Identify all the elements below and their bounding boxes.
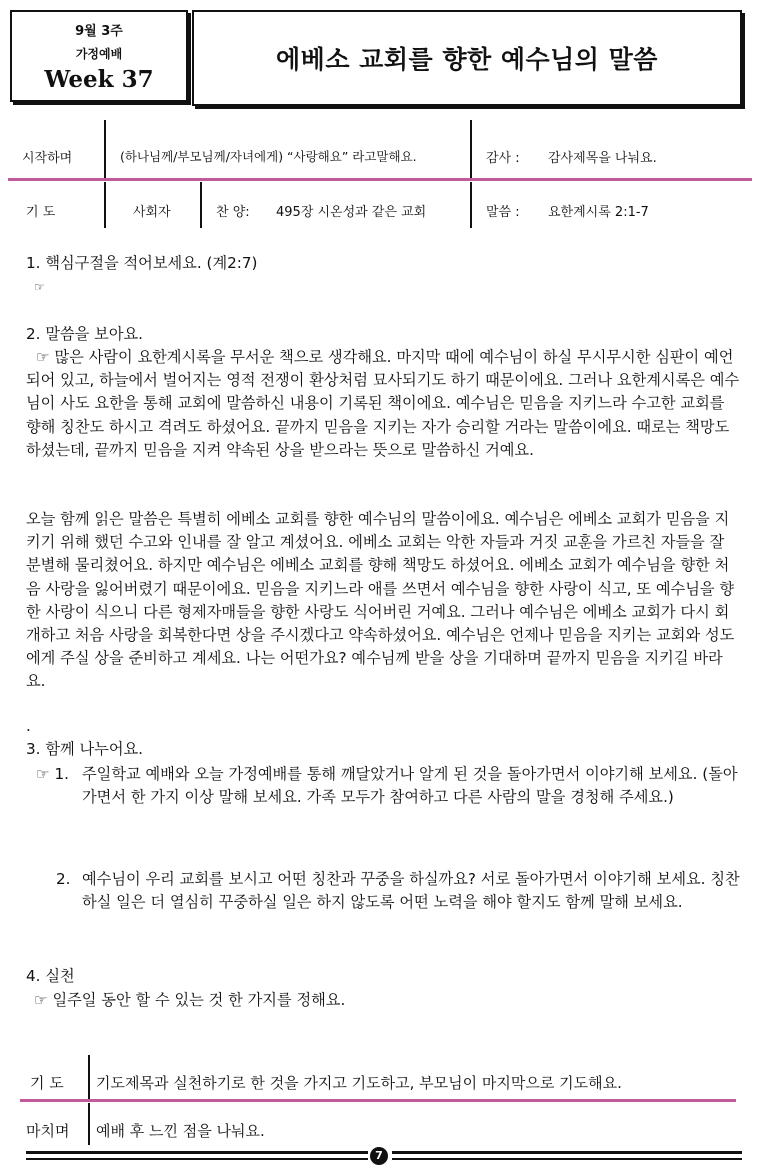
page-number: 7 [370,1147,388,1165]
section-1-title: 1. 핵심구절을 적어보세요. (계2:7) [26,254,258,272]
page-title: 에베소 교회를 향한 예수님의 말씀 [276,45,658,74]
word-label: 말씀 : [486,205,520,220]
week-number: Week 37 [44,66,154,93]
section-3-title: 3. 함께 나누어요. [26,740,144,758]
bottom-bar-right-thin [392,1158,742,1160]
start-text: (하나님께/부모님께/자녀에게) “사랑해요” 라고말해요. [120,149,417,164]
pointer-icon: ☞ [34,280,45,294]
section-2-paragraph-2: 오늘 함께 읽은 말씀은 특별히 에베소 교회를 향한 예수님의 말씀이에요. 예수님은 에베소 교회가 믿음을 지키기 위해 했던 수고와 인내를 잘 알고 계셨어요. 에베소 교회는 악한 자들과 거짓 교훈을 가르친 자들을 잘 분별해 물리쳤어요. 하지만 예수님은 에베소 교회를 향해 책망도 하셨어요. 에베소 교회가 예수님을 향한 처음 사랑을 잃어버렸기 때문이에요. 믿음을 지키느라 애를 쓰면서 예수님을 향한 사랑이 식고, 또 예수님을 향한 사랑이 식으니 다른 형제자매들을 향한 사랑도 식어버린 거예요. 그러나 예수님은 에베소 교회가 다시 회개하고 처음 사랑을 회복한다면 상을 주시겠다고 약속하셨어요. 예수님은 언제나 믿음을 지키는 교회와 성도에게 주실 상을 준비하고 계세요. 나는 어떤가요? 예수님께 받을 상을 기대하며 끝까지 믿음을 지키길 바라요. [26,510,735,691]
hymn-label: 찬 양: [216,205,250,220]
footer-prayer-text: 기도제목과 실천하기로 한 것을 가지고 기도하고, 부모님이 마지막으로 기도해요. [96,1074,622,1092]
end-text: 예배 후 느낀 점을 나눠요. [96,1122,265,1140]
divider [88,1103,90,1145]
prayer-label: 기 도 [26,205,56,220]
section-4-title: 4. 실천 [26,967,75,985]
end-label: 마치며 [26,1122,70,1140]
section-4-text: ☞ 일주일 동안 할 수 있는 것 한 가지를 정해요. [34,991,346,1009]
question-2-number: 2. [56,870,71,888]
footer-prayer-label: 기 도 [30,1074,64,1092]
question-1-number: ☞ 1. [36,765,69,783]
bottom-bar-left-thin [26,1158,368,1160]
section-2-title: 2. 말씀을 보아요. [26,325,144,343]
thanks-label: 감사 : [486,151,520,166]
divider [200,182,202,228]
bottom-bar-right [392,1151,742,1154]
start-label: 시작하며 [22,151,73,166]
divider [470,182,472,228]
title-box [192,10,742,106]
word-text: 요한계시록 2:1-7 [548,205,649,220]
divider [88,1055,90,1099]
bottom-bar-left [26,1151,368,1154]
pink-rule [20,1099,736,1102]
divider [104,182,106,228]
leader-label: 사회자 [133,205,171,220]
question-1-text: 주일학교 예배와 오늘 가정예배를 통해 깨달았거나 알게 된 것을 돌아가면서 이야기해 보세요. (돌아가면서 한 가지 이상 말해 보세요. 가족 모두가 참여하고 다른 사람의 말을 경청해 주세요.) [82,765,738,807]
section-2-paragraph-1: ☞ 많은 사람이 요한계시록을 무서운 책으로 생각해요. 마지막 때에 예수님이 하실 무시무시한 심판이 예언되어 있고, 하늘에서 벌어지는 영적 전쟁이 환상처럼 묘사되기도 하기 때문이에요. 그러나 요한계시록은 예수님이 사도 요한을 통해 교회에 말씀하신 내용이 기록된 책이에요. 예수님은 믿음을 지키느라 수고한 교회를 향해 칭찬도 하시고 격려도 하셨어요. 끝까지 믿음을 지키는 자가 승리할 거라는 말씀이에요. 때로는 책망도 하셨는데, 끝까지 믿음을 지켜 약속된 상을 받으라는 뜻으로 말씀하신 거예요. [26,348,740,459]
week-box [10,10,188,102]
question-2-text: 예수님이 우리 교회를 보시고 어떤 칭찬과 꾸중을 하실까요? 서로 돌아가면서 이야기해 보세요. 칭찬하실 일은 더 열심히 꾸중하실 일은 하지 않도록 어떤 노력을 해야 할지도 함께 말해 보세요. [82,870,740,912]
thanks-text: 감사제목을 나눠요. [548,151,657,166]
hymn-text: 495장 시온성과 같은 교회 [276,205,427,220]
divider [470,120,472,178]
week-date: 9월 3주 [75,24,123,39]
pink-rule [8,178,752,181]
divider [104,120,106,178]
worship-label: 가정예배 [75,47,123,61]
separator-dot: . [26,717,31,735]
